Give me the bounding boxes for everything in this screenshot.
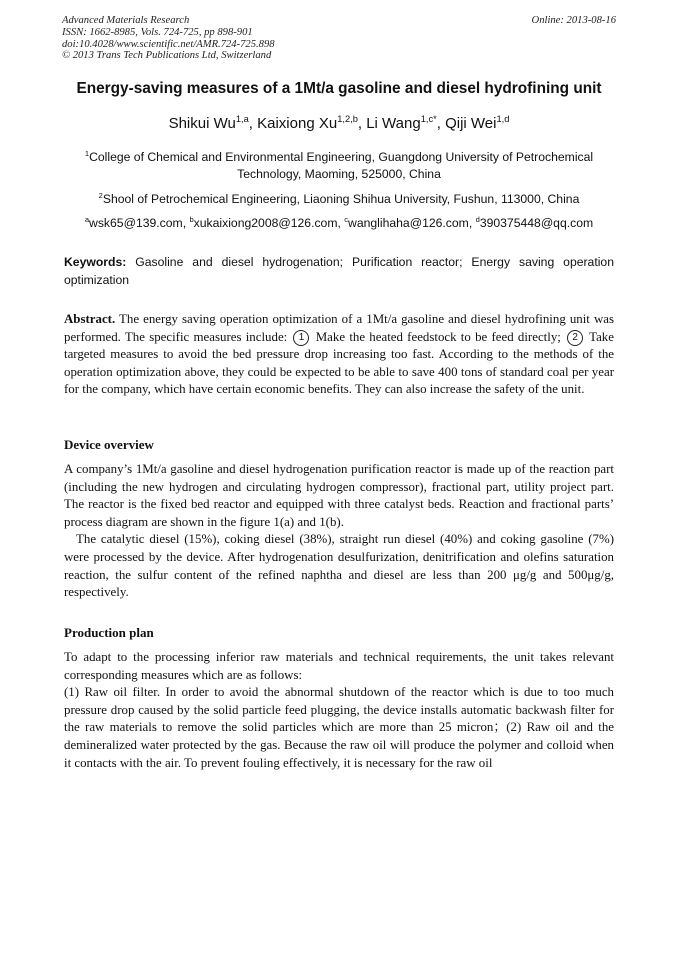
affiliation-2 xyxy=(64,191,614,208)
email-sup: a xyxy=(84,214,90,224)
abstract xyxy=(64,311,614,399)
email-link[interactable]: xukaixiong2008@126.com, xyxy=(193,216,345,230)
keywords-text: Gasoline and diesel hydrogenation; Purification reactor; Energy saving operation optimization xyxy=(64,255,614,287)
affiliation-text: Shool of Petrochemical Engineering, Liaoning Shihua University, Fushun, 113000, China xyxy=(102,192,580,206)
affiliation-sup: 1 xyxy=(84,148,90,158)
author-list: Shikui Wu$^{1,a}$, Kaixiong Xu$^{1,2,b}$, Li Wang$^{1,c*}$, Qiji Wei$^{1,d}$ xyxy=(168,114,510,132)
doi-line: doi:10.4028/www.scientific.net/AMR.724-725.898 xyxy=(62,38,275,50)
circled-number-icon: 1 xyxy=(293,330,309,346)
abstract-text: The energy saving operation optimization of a 1Mt/a gasoline and diesel hydrofining unit was performed. The specific measures include: xyxy=(64,312,614,344)
email-link[interactable]: wanglihaha@126.com, xyxy=(348,216,476,230)
author-name: Kaixiong Xu xyxy=(257,115,338,132)
section-heading-production: Production plan xyxy=(64,625,154,640)
author-sup: 1,2,b xyxy=(337,114,358,124)
author-sup: 1,c* xyxy=(420,114,437,124)
circled-number-icon: 2 xyxy=(567,330,583,346)
issn-line: ISSN: 1662-8985, Vols. 724-725, pp 898-901 xyxy=(62,26,253,38)
author-name: Shikui Wu xyxy=(168,115,236,132)
section-production-plan xyxy=(64,649,614,772)
abstract-text: Take targeted measures to avoid the bed pressure drop increasing too fast. According to the methods of the operation optimization above, they could be expected to be able to save 400 tons of standard coal per year for the company, which have certain economic benefits. They can also increase the safety of the unit. xyxy=(64,329,614,397)
abstract-text: Make the heated feedstock to be feed directly; xyxy=(311,329,566,344)
author-name: Qiji Wei xyxy=(445,115,497,132)
paragraph: The catalytic diesel (15%), coking diesel (38%), straight run diesel (40%) and coking gasoline (7%) were processed by the device. After hydrogenation desulfurization, denitrification and olefins saturation reaction, the sulfur content of the refined naphtha and diesel are less than 200 μg/g and 500μg/g, respectively. xyxy=(64,532,614,600)
abstract-label: Abstract. xyxy=(64,312,116,326)
section-device-overview xyxy=(64,461,614,602)
paragraph: To adapt to the processing inferior raw materials and technical requirements, the unit takes relevant corresponding measures which are as follows: xyxy=(64,650,614,682)
keywords xyxy=(64,254,614,289)
author-sup: 1,a xyxy=(235,114,249,124)
paragraph: A company’s 1Mt/a gasoline and diesel hydrogenation purification reactor is made up of the reaction part (including the new hydrogen and circulating hydrogen compressor), fractional part, utility project part. The reactor is the fixed bed reactor and equipped with three catalyst beds. Reaction and fractional parts’ process diagram are shown in the figure 1(a) and 1(b). xyxy=(64,462,614,529)
affiliation-1 xyxy=(64,149,614,183)
affiliation-sup: 2 xyxy=(98,190,103,200)
author-sup: 1,d xyxy=(496,114,510,124)
email-list xyxy=(64,215,614,232)
email-sup: d xyxy=(475,214,480,224)
paper-title: Energy-saving measures of a 1Mt/a gasoline and diesel hydrofining unit xyxy=(76,80,602,97)
email-sup: b xyxy=(189,214,194,224)
journal-header xyxy=(62,15,616,62)
author-name: Li Wang xyxy=(366,115,421,132)
section-heading-device: Device overview xyxy=(64,437,154,452)
paragraph: (1) Raw oil filter. In order to avoid the abnormal shutdown of the reactor which is due to too much pressure drop caused by the solid particle feed plugging, the device installs automatic backwash filter for the raw materials to remove the solid particles which are more than 25 micron；(2) Raw oil and the demineralized water protected by the gas. Because the raw oil will produce the polymer and colloid when it contacts with the air. To prevent fouling effectively, it is necessary for the raw oil xyxy=(64,685,614,770)
keywords-label: Keywords: xyxy=(64,255,127,269)
copyright-line: © 2013 Trans Tech Publications Ltd, Switzerland xyxy=(62,50,272,62)
journal-name: Advanced Materials Research xyxy=(62,15,190,26)
online-date: Online: 2013-08-16 xyxy=(531,15,616,26)
email-link[interactable]: 390375448@qq.com xyxy=(479,216,594,230)
email-sup: c xyxy=(344,214,349,224)
email-link[interactable]: wsk65@139.com, xyxy=(89,216,190,230)
affiliation-text: College of Chemical and Environmental Engineering, Guangdong University of Petrochemical Technology, Maoming, 525000, China xyxy=(89,150,594,181)
